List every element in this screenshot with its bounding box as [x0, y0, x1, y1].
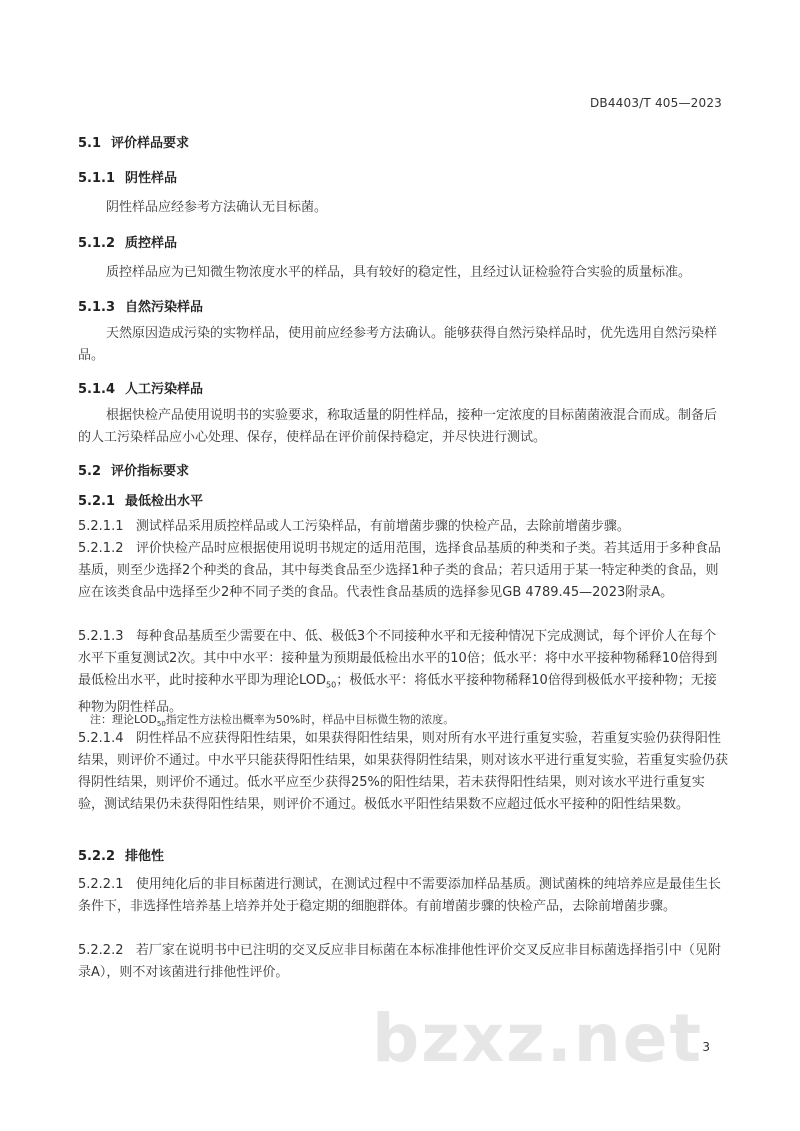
clause-number: 5.2.2.2 — [78, 943, 124, 958]
clause-5-2-2-2 — [78, 940, 728, 984]
section-number: 5.1.3 — [78, 300, 116, 315]
clause-5-2-2-1 — [78, 874, 728, 918]
note-label: 注： — [90, 713, 112, 726]
heading-5-2 — [78, 460, 189, 479]
heading-5-2-2 — [78, 845, 164, 864]
section-title: 自然污染样品 — [125, 300, 204, 315]
lod-subscript: 50 — [326, 680, 337, 690]
clause-5-2-1-1 — [78, 516, 728, 538]
watermark: bzxz.net — [372, 1000, 704, 1077]
clause-text: 测试样品采用质控样品或人工污染样品，有前增菌步骤的快检产品，去除前增菌步骤。 — [135, 519, 630, 534]
section-number: 5.2.2 — [78, 849, 116, 864]
heading-5-2-1 — [78, 490, 203, 509]
heading-5-1-1 — [78, 167, 177, 186]
page-number: 3 — [702, 1040, 710, 1054]
clause-5-2-1-4 — [78, 728, 728, 816]
lod-subscript: 50 — [156, 720, 166, 729]
clause-5-2-1-3 — [78, 626, 728, 719]
section-number: 5.1.2 — [78, 236, 116, 251]
section-number: 5.1.4 — [78, 382, 116, 397]
section-number: 5.1.1 — [78, 171, 116, 186]
section-title: 排他性 — [125, 849, 165, 864]
note-text: 理论LOD — [112, 713, 157, 726]
clause-text: 若厂家在说明书中已注明的交叉反应非目标菌在本标准排他性评价交叉反应非目标菌选择指引中（见附录A），则不对该菌进行排他性评价。 — [78, 943, 721, 980]
note-text-cont: 指定性方法检出概率为50%时，样品中目标微生物的浓度。 — [165, 713, 455, 726]
document-header-id: DB4403/T 405—2023 — [589, 96, 722, 110]
section-title: 评价样品要求 — [111, 136, 190, 151]
section-title: 阴性样品 — [125, 171, 178, 186]
clause-text: 使用纯化后的非目标菌进行测试，在测试过程中不需要添加样品基质。测试菌株的纯培养应是最佳生长条件下，非选择性培养基上培养并处于稳定期的细胞群体。有前增菌步骤的快检产品，去除前增菌步骤。 — [78, 877, 721, 914]
clause-text: 阴性样品不应获得阳性结果，如果获得阳性结果，则对所有水平进行重复实验，若重复实验仍获得阳性结果，则评价不通过。中水平只能获得阳性结果，如果获得阴性结果，则对该水平进行重复实验，若重复实验仍获得阴性结果，则评价不通过。低水平应至少获得25%的阳性结果，若未获得阳性结果，则对该水平进行重复实验，测试结果仍未获得阳性结果，则评价不通过。极低水平阳性结果数不应超过低水平接种的阳性结果数。 — [78, 731, 729, 812]
clause-text: 每种食品基质至少需要在中、低、极低3个不同接种水平和无接种情况下完成测试，每个评价人在每个水平下重复测试2次。其中中水平：接种量为预期最低检出水平的10倍；低水平：将中水平接种物稀释10倍得到最低检出水平，此时接种水平即为理论LOD — [78, 629, 718, 688]
heading-5-1-4 — [78, 378, 203, 397]
section-number: 5.1 — [78, 136, 102, 151]
clause-text: 评价快检产品时应根据使用说明书规定的适用范围，选择食品基质的种类和子类。若其适用于多种食品基质，则至少选择2个种类的食品，其中每类食品至少选择1种子类的食品；若只适用于某一特定种类的食品，则应在该类食品中选择至少2种不同子类的食品。代表性食品基质的选择参见GB 4789.45—2023附录A。 — [78, 541, 721, 600]
clause-number: 5.2.1.2 — [78, 541, 124, 556]
clause-number: 5.2.1.1 — [78, 519, 124, 534]
clause-number: 5.2.1.4 — [78, 731, 124, 746]
section-title: 质控样品 — [125, 236, 178, 251]
clause-number: 5.2.1.3 — [78, 629, 124, 644]
paragraph-5-1-4: 根据快检产品使用说明书的实验要求，称取适量的阴性样品，接种一定浓度的目标菌菌液混合而成。制备后的人工污染样品应小心处理、保存，使样品在评价前保持稳定，并尽快进行测试。 — [78, 408, 718, 445]
heading-5-1-2 — [78, 232, 177, 251]
section-number: 5.2.1 — [78, 494, 116, 509]
heading-5-1-3 — [78, 296, 203, 315]
heading-5-1 — [78, 132, 189, 151]
note — [90, 711, 454, 728]
paragraph-5-1-3: 天然原因造成污染的实物样品，使用前应经参考方法确认。能够获得自然污染样品时，优先选用自然污染样品。 — [78, 326, 718, 363]
section-title: 人工污染样品 — [125, 382, 204, 397]
section-title: 最低检出水平 — [125, 494, 204, 509]
section-title: 评价指标要求 — [111, 464, 190, 479]
clause-text-cont: ；极低水平：将低水平接种物稀释10倍得到极低水平接种物；无接种物为阴性样品。 — [78, 673, 717, 715]
clause-5-2-1-2 — [78, 538, 728, 604]
paragraph-5-1-2: 质控样品应为已知微生物浓度水平的样品，具有较好的稳定性，且经过认证检验符合实验的质量标准。 — [106, 265, 692, 280]
clause-number: 5.2.2.1 — [78, 877, 124, 892]
section-number: 5.2 — [78, 464, 102, 479]
paragraph-5-1-1: 阴性样品应经参考方法确认无目标菌。 — [106, 200, 328, 215]
